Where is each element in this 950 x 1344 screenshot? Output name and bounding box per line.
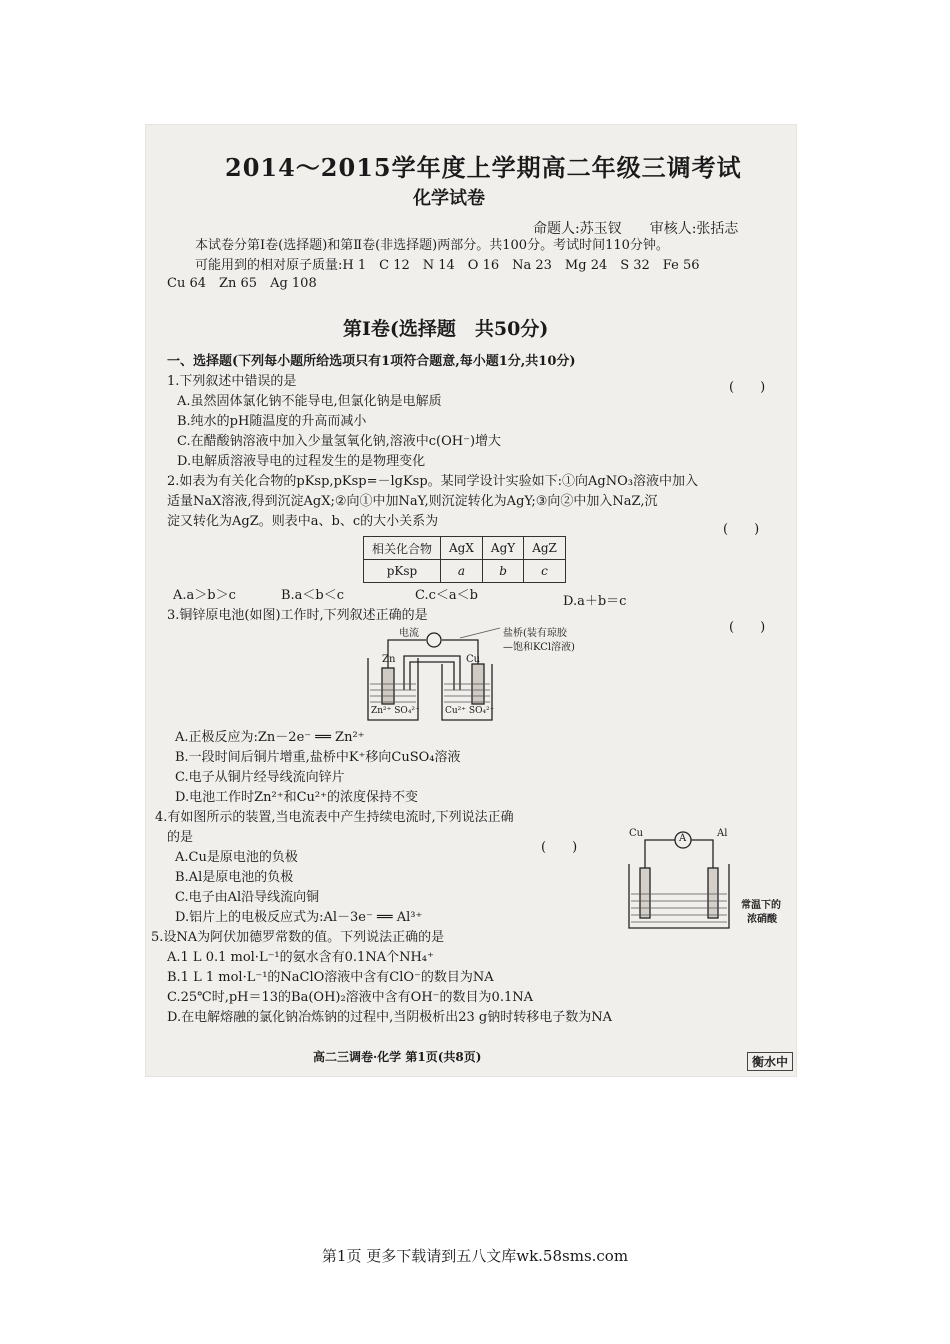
table-cell: a <box>441 560 483 583</box>
table-row <box>364 537 566 560</box>
q4-line-2: 的是 <box>167 830 194 845</box>
q2-option-d: D.a＋b＝c <box>563 594 627 609</box>
q4-al-label: Al <box>717 828 728 839</box>
part-heading: 一、选择题(下列每小题所给选项只有1项符合题意,每小题1分,共10分) <box>167 354 576 369</box>
q1-answer-paren: ( ) <box>729 380 766 395</box>
q5-option-c: C.25℃时,pH＝13的Ba(OH)₂溶液中含有OH⁻的数目为0.1NA <box>167 990 533 1005</box>
q5-option-d: D.在电解熔融的氯化钠冶炼钠的过程中,当阴极析出23 g钠时转移电子数为NA <box>167 1010 612 1025</box>
table-cell: b <box>482 560 523 583</box>
scanned-exam-page <box>145 124 797 1077</box>
school-stamp: 衡水中 <box>747 1052 793 1071</box>
q3-zn-label: Zn <box>382 654 396 665</box>
q3-zn-solution-label: Zn²⁺ SO₄²⁻ <box>371 706 420 716</box>
q3-option-d: D.电池工作时Zn²⁺和Cu²⁺的浓度保持不变 <box>175 790 418 805</box>
q3-answer-paren: ( ) <box>729 620 766 635</box>
table-row <box>364 560 566 583</box>
q5-option-a: A.1 L 0.1 mol·L⁻¹的氨水含有0.1NA个NH₄⁺ <box>167 950 434 965</box>
exam-authors: 命题人:苏玉钗 审核人:张括志 <box>533 221 739 237</box>
q3-option-a: A.正极反应为:Zn－2e⁻ ══ Zn²⁺ <box>175 730 365 745</box>
q3-stem: 3.铜锌原电池(如图)工作时,下列叙述正确的是 <box>167 608 428 623</box>
q3-cu-solution-label: Cu²⁺ SO₄²⁻ <box>445 706 495 716</box>
q3-cu-label: Cu <box>466 654 481 665</box>
q4-acid-label-2: 浓硝酸 <box>747 914 777 925</box>
q4-ammeter-label: A <box>679 833 687 844</box>
intro-line-1: 本试卷分第Ⅰ卷(选择题)和第Ⅱ卷(非选择题)两部分。共100分。考试时间110分钟。 <box>195 238 669 253</box>
q3-ammeter-label: 电流 <box>399 628 419 639</box>
exam-subtitle: 化学试卷 <box>413 188 485 209</box>
q3-salt-bridge-label: 盐桥(装有琼胶 <box>503 628 567 639</box>
q1-option-c: C.在醋酸钠溶液中加入少量氢氧化钠,溶液中c(OH⁻)增大 <box>177 434 502 449</box>
q5-stem: 5.设NA为阿伏加德罗常数的值。下列说法正确的是 <box>151 930 445 945</box>
table-cell: c <box>524 560 566 583</box>
table-header-cell: AgX <box>441 537 483 560</box>
q3-option-c: C.电子从铜片经导线流向锌片 <box>175 770 345 785</box>
q3-salt-bridge-label-2: —饱和KCl溶液) <box>503 642 575 653</box>
q1-option-d: D.电解质溶液导电的过程发生的是物理变化 <box>177 454 426 469</box>
table-header-cell: AgY <box>482 537 523 560</box>
q2-option-b: B.a＜b＜c <box>281 588 345 603</box>
table-header-cell: 相关化合物 <box>364 537 441 560</box>
q5-option-b: B.1 L 1 mol·L⁻¹的NaClO溶液中含有ClO⁻的数目为NA <box>167 970 494 985</box>
exam-title: 2014～2015学年度上学期高二年级三调考试 <box>225 153 742 182</box>
q4-line-1: 4.有如图所示的装置,当电流表中产生持续电流时,下列说法正确 <box>155 810 514 825</box>
scan-page-footer: 高二三调卷·化学 第1页(共8页) <box>313 1050 482 1064</box>
q4-cu-label: Cu <box>629 828 644 839</box>
q2-line-2: 适量NaX溶液,得到沉淀AgX;②向①中加NaY,则沉淀转化为AgY;③向②中加入NaZ,沉 <box>167 494 658 509</box>
q4-acid-label-1: 常温下的 <box>741 900 781 911</box>
q4-option-d: D.铝片上的电极反应式为:Al－3e⁻ ══ Al³⁺ <box>175 910 423 925</box>
q1-option-b: B.纯水的pH随温度的升高而减小 <box>177 414 367 429</box>
q2-option-a: A.a＞b＞c <box>173 588 236 603</box>
intro-line-2: 可能用到的相对原子质量:H 1 C 12 N 14 O 16 Na 23 Mg 24 S 32 Fe 56 <box>195 258 700 273</box>
q1-option-a: A.虽然固体氯化钠不能导电,但氯化钠是电解质 <box>177 394 442 409</box>
q2-line-1: 2.如表为有关化合物的pKsp,pKsp=－lgKsp。某同学设计实验如下:①向AgNO₃溶液中加入 <box>167 474 699 489</box>
intro-line-3: Cu 64 Zn 65 Ag 108 <box>167 276 317 291</box>
q2-option-c: C.c＜a＜b <box>415 588 478 603</box>
q4-option-c: C.电子由Al沿导线流向铜 <box>175 890 320 905</box>
q3-option-b: B.一段时间后铜片增重,盐桥中K⁺移向CuSO₄溶液 <box>175 750 461 765</box>
q4-option-a: A.Cu是原电池的负极 <box>175 850 298 865</box>
q2-line-3: 淀又转化为AgZ。则表中a、b、c的大小关系为 <box>167 514 439 529</box>
q4-option-b: B.Al是原电池的负极 <box>175 870 294 885</box>
q2-answer-paren: ( ) <box>723 522 760 537</box>
document-footer: 第1页 更多下载请到五八文库wk.58sms.com <box>321 1247 629 1265</box>
section-title: 第Ⅰ卷(选择题 共50分) <box>343 318 549 340</box>
table-header-cell: AgZ <box>524 537 566 560</box>
ksp-table <box>363 536 566 583</box>
table-cell: pKsp <box>364 560 441 583</box>
q1-stem: 1.下列叙述中错误的是 <box>167 374 297 389</box>
q4-answer-paren: ( ) <box>541 840 578 855</box>
